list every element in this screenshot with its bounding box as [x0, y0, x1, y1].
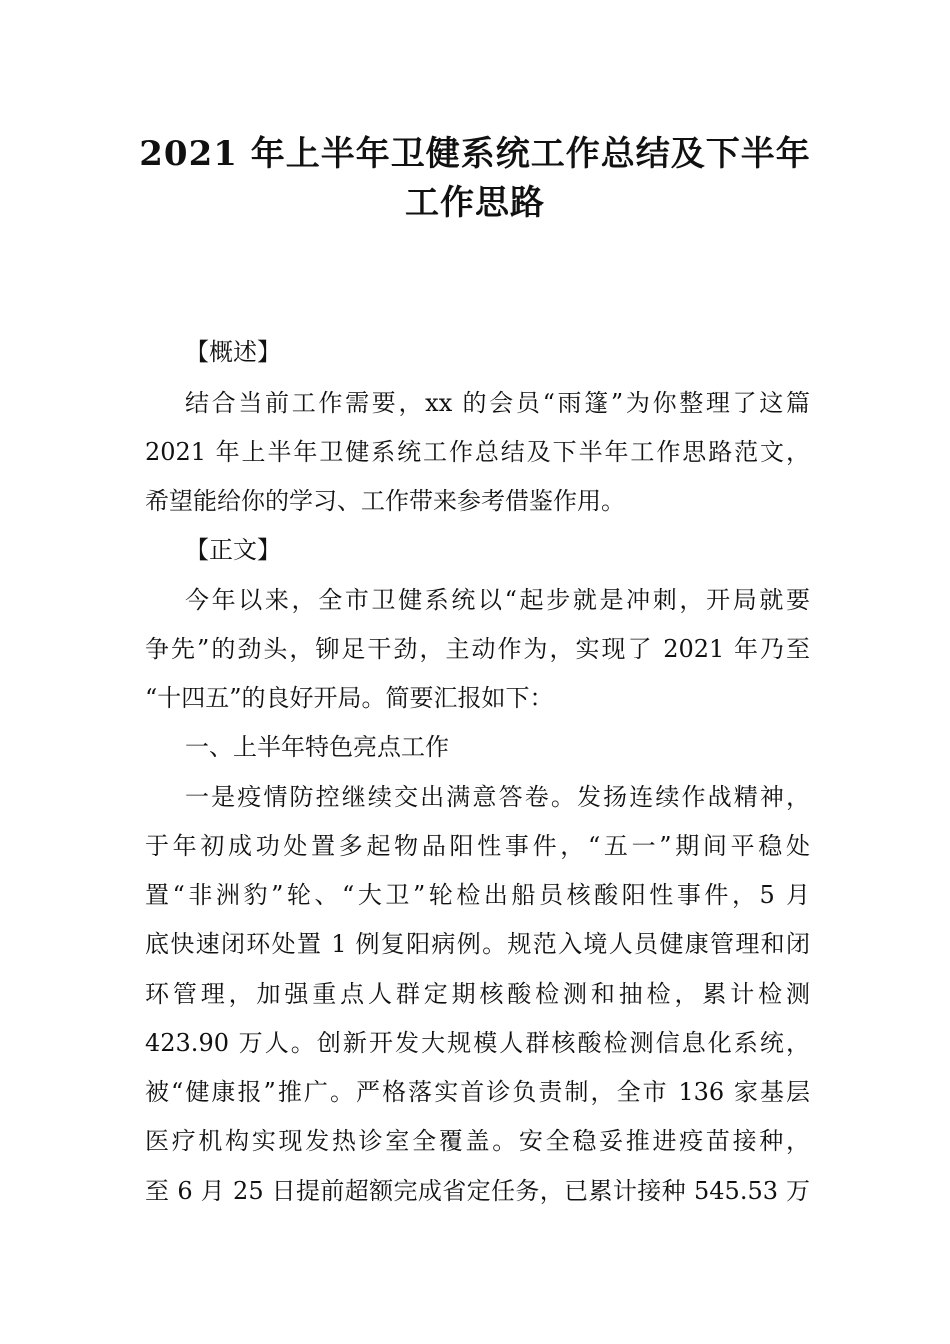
paragraph-line: 结合当前工作需要，xx 的会员“雨篷”为你整理了这篇	[185, 389, 810, 417]
paragraph-line: 希望能给你的学习、工作带来参考借鉴作用。	[145, 487, 625, 515]
paragraph-line: 至 6 月 25 日提前超额完成省定任务，已累计接种 545.53 万	[145, 1177, 810, 1205]
section-heading-1: 一、上半年特色亮点工作	[185, 733, 449, 761]
paragraph-line: “十四五”的良好开局。简要汇报如下：	[145, 684, 554, 712]
paragraph-line: 环管理，加强重点人群定期核酸检测和抽检，累计检测	[145, 980, 810, 1008]
paragraph-line: 被“健康报”推广。严格落实首诊负责制，全市 136 家基层	[145, 1078, 810, 1106]
paragraph-line: 置“非洲豹”轮、“大卫”轮检出船员核酸阳性事件，5 月	[145, 881, 810, 909]
paragraph-line: 医疗机构实现发热诊室全覆盖。安全稳妥推进疫苗接种，	[145, 1127, 810, 1155]
section-heading-overview: 【概述】	[185, 338, 281, 366]
paragraph-line: 于年初成功处置多起物品阳性事件，“五一”期间平稳处	[145, 832, 810, 860]
paragraph-line: 2021 年上半年卫健系统工作总结及下半年工作思路范文，	[145, 438, 810, 466]
paragraph-line: 今年以来，全市卫健系统以“起步就是冲刺，开局就要	[185, 586, 810, 614]
document-title-line-1: 2021 年上半年卫健系统工作总结及下半年	[139, 134, 811, 174]
paragraph-line: 底快速闭环处置 1 例复阳病例。规范入境人员健康管理和闭	[145, 930, 810, 958]
section-heading-body: 【正文】	[185, 536, 281, 564]
paragraph-line: 423.90 万人。创新开发大规模人群核酸检测信息化系统，	[145, 1029, 810, 1057]
document-title-line-2: 工作思路	[405, 183, 545, 223]
paragraph-line: 争先”的劲头，铆足干劲，主动作为，实现了 2021 年乃至	[145, 635, 810, 663]
paragraph-line: 一是疫情防控继续交出满意答卷。发扬连续作战精神，	[185, 783, 810, 811]
